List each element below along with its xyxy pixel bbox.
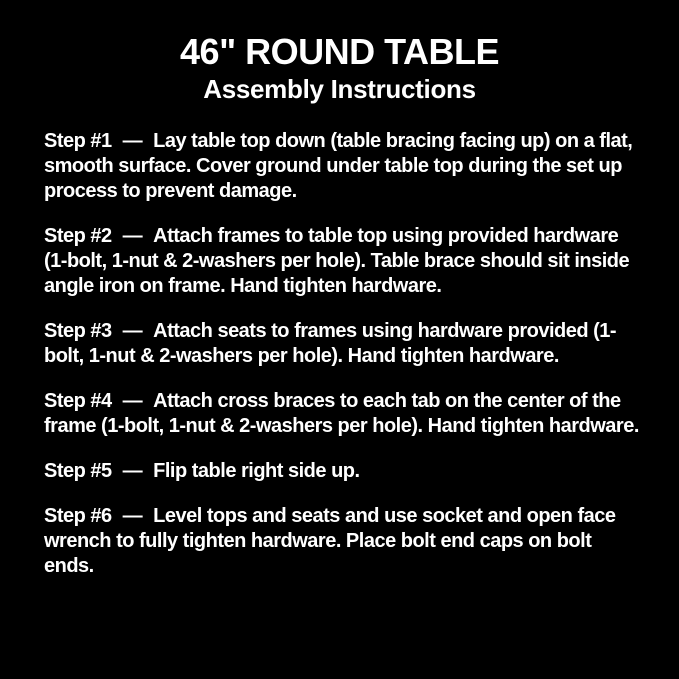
page-subtitle: Assembly Instructions [203, 74, 476, 105]
step-item-1 [44, 129, 639, 204]
page-title: 46" ROUND TABLE [180, 31, 499, 72]
step-label: Step #2 [44, 225, 112, 248]
step-separator: — [122, 390, 143, 413]
step-separator: — [122, 225, 143, 248]
step-text: Attach frames to table top using provided hardware (1-bolt, 1-nut & 2-washers per hole). Table brace should sit inside angle iron on frame. Hand tighten hardware. [44, 225, 630, 298]
step-label: Step #4 [44, 390, 112, 413]
step-label: Step #3 [44, 320, 112, 343]
step-label: Step #5 [44, 460, 112, 483]
step-item-6 [44, 504, 639, 579]
step-separator: — [122, 460, 143, 483]
step-separator: — [122, 320, 143, 343]
step-text: Lay table top down (table bracing facing up) on a flat, smooth surface. Cover ground under table top during the set up process to prevent damage. [44, 130, 633, 203]
step-label: Step #6 [44, 505, 112, 528]
step-item-4 [44, 389, 639, 439]
step-separator: — [122, 505, 143, 528]
step-text: Level tops and seats and use socket and open face wrench to fully tighten hardware. Place bolt end caps on bolt ends. [44, 505, 616, 578]
step-item-3 [44, 319, 639, 369]
step-separator: — [122, 130, 143, 153]
step-item-5 [44, 459, 639, 484]
header [0, 0, 679, 105]
step-label: Step #1 [44, 130, 112, 153]
step-item-2 [44, 224, 639, 299]
step-text: Attach seats to frames using hardware provided (1-bolt, 1-nut & 2-washers per hole). Hand tighten hardware. [44, 320, 617, 368]
step-text: Attach cross braces to each tab on the center of the frame (1-bolt, 1-nut & 2-washers per hole). Hand tighten hardware. [44, 390, 639, 438]
step-text: Flip table right side up. [153, 460, 360, 483]
steps-list [44, 129, 639, 579]
